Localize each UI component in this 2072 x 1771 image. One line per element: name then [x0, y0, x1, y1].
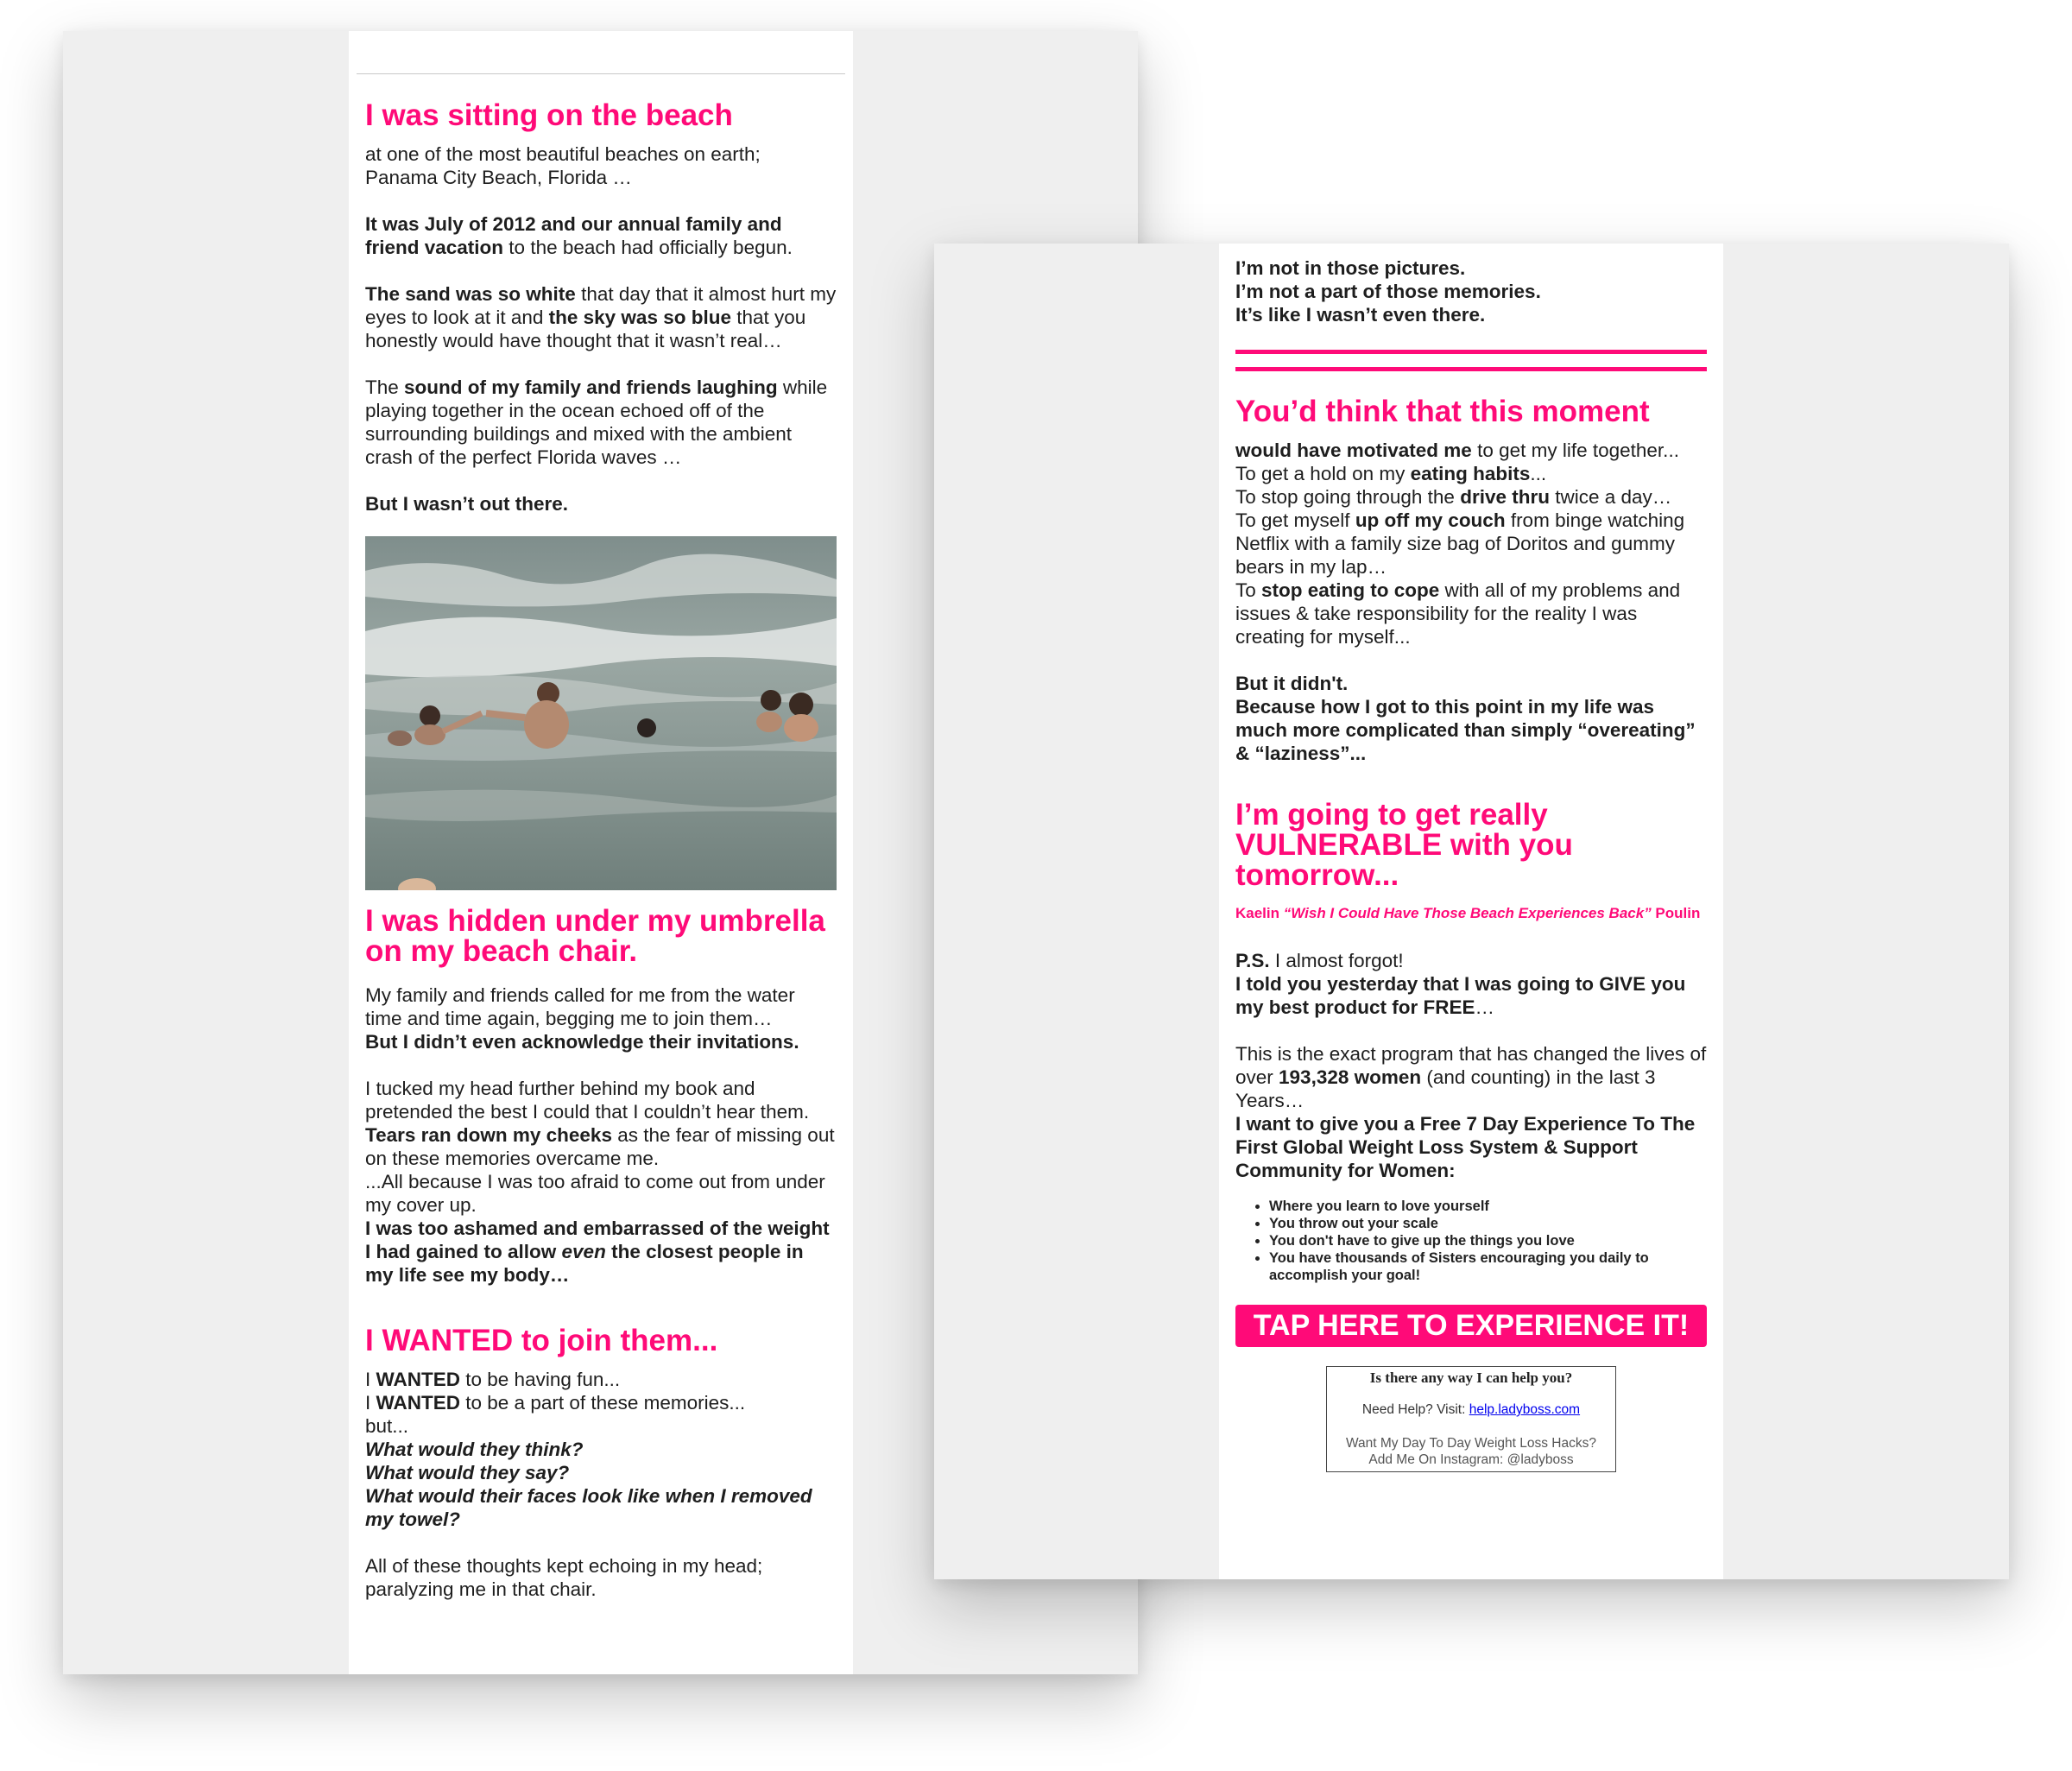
not-in-pictures-paragraph: I’m not in those pictures. I’m not a part of those memories. It’s like I wasn’t even there. — [1235, 257, 1541, 326]
list-item: • You don't have to give up the things you love — [1269, 1232, 1707, 1249]
tucked-head-paragraph: I tucked my head further behind my book and pretended the best I could that I couldn’t hear them. Tears ran down my cheeks as the fear of missing out on these memories overcame me. ...All because I was too afraid to come out from under my cover up. I was too ashamed and embarrassed of the weight I had gained to allow even the closest people in my life see my body… — [365, 1078, 835, 1286]
email-content-column[interactable] — [349, 31, 853, 1674]
heading-sitting-on-beach: I was sitting on the beach — [365, 98, 733, 132]
didnt-paragraph: But it didn't. Because how I got to this point in my life was much more complicated than simply “overeating” & “laziness”... — [1235, 673, 1696, 764]
list-item: • You throw out your scale — [1269, 1215, 1707, 1232]
ps-paragraph: P.S. I almost forgot! I told you yesterday that I was going to GIVE you my best product for FREE… — [1235, 950, 1686, 1018]
heading-hidden-under-umbrella: I was hidden under my umbrella on my beach chair. — [365, 904, 825, 968]
sand-sky-paragraph: The sand was so white that day that it almost hurt my eyes to look at it and the sky was so blue that you honestly would have thought that it wasn’t real… — [365, 283, 837, 351]
help-link[interactable]: help.ladyboss.com — [1469, 1402, 1581, 1417]
email-content-column[interactable] — [1219, 244, 1723, 1579]
laughing-paragraph: The sound of my family and friends laughing while playing together in the ocean echoed off of the surrounding buildings and mixed with the ambient crash of the perfect Florida waves … — [365, 376, 828, 468]
pink-divider — [1235, 350, 1707, 371]
beach-photo — [365, 536, 837, 890]
vacation-paragraph: It was July of 2012 and our annual family and friend vacation to the beach had officially begun. — [365, 213, 793, 258]
benefits-list — [1235, 1198, 1707, 1284]
motivated-paragraph: would have motivated me to get my life together... To get a hold on my eating habits... To stop going through the drive thru twice a day… To get myself up off my couch from binge watching Netflix with a family size bag of Doritos and gummy bears in my lap… To stop eating to cope with all of my problems and issues & take responsibility for the reality I was creating for myself... — [1235, 440, 1685, 648]
signature: Kaelin “Wish I Could Have Those Beach Experiences Back” Poulin — [1235, 905, 1701, 921]
program-paragraph: This is the exact program that has changed the lives of over 193,328 women (and counting) in the last 3 Years… I want to give you a Free 7 Day Experience To The First Global Weight Loss System & Support Community for Women: — [1235, 1043, 1707, 1181]
wanted-paragraph: I WANTED to be having fun... I WANTED to be a part of these memories... but... What would they think? What would they say? What would their faces look like when I removed my towel? — [365, 1369, 812, 1530]
list-item: • You have thousands of Sisters encouraging you daily to accomplish your goal! — [1269, 1249, 1707, 1284]
experience-it-button[interactable]: TAP HERE TO EXPERIENCE IT! — [1235, 1305, 1707, 1347]
heading-this-moment: You’d think that this moment — [1235, 395, 1650, 428]
called-for-me-paragraph: My family and friends called for me from the water time and time again, begging me to join them… But I didn’t even acknowledge their invitations. — [365, 984, 799, 1053]
help-line: Need Help? Visit: help.ladyboss.com — [1361, 1402, 1581, 1417]
echoing-paragraph: All of these thoughts kept echoing in my head; paralyzing me in that chair. — [365, 1555, 763, 1600]
heading-wanted-to-join: I WANTED to join them... — [365, 1324, 718, 1357]
intro-paragraph: at one of the most beautiful beaches on earth; Panama City Beach, Florida … — [365, 143, 761, 188]
not-out-there-paragraph: But I wasn’t out there. — [365, 493, 569, 515]
list-item: • Where you learn to love yourself — [1269, 1198, 1707, 1215]
heading-vulnerable: I’m going to get really VULNERABLE with you tomorrow... — [1235, 798, 1573, 892]
instagram-line: Want My Day To Day Weight Loss Hacks? Add Me On Instagram: @ladyboss — [1345, 1436, 1596, 1467]
help-box — [1326, 1366, 1616, 1472]
help-title: Is there any way I can help you? — [1369, 1369, 1573, 1386]
email-screenshot-2 — [934, 244, 2009, 1579]
